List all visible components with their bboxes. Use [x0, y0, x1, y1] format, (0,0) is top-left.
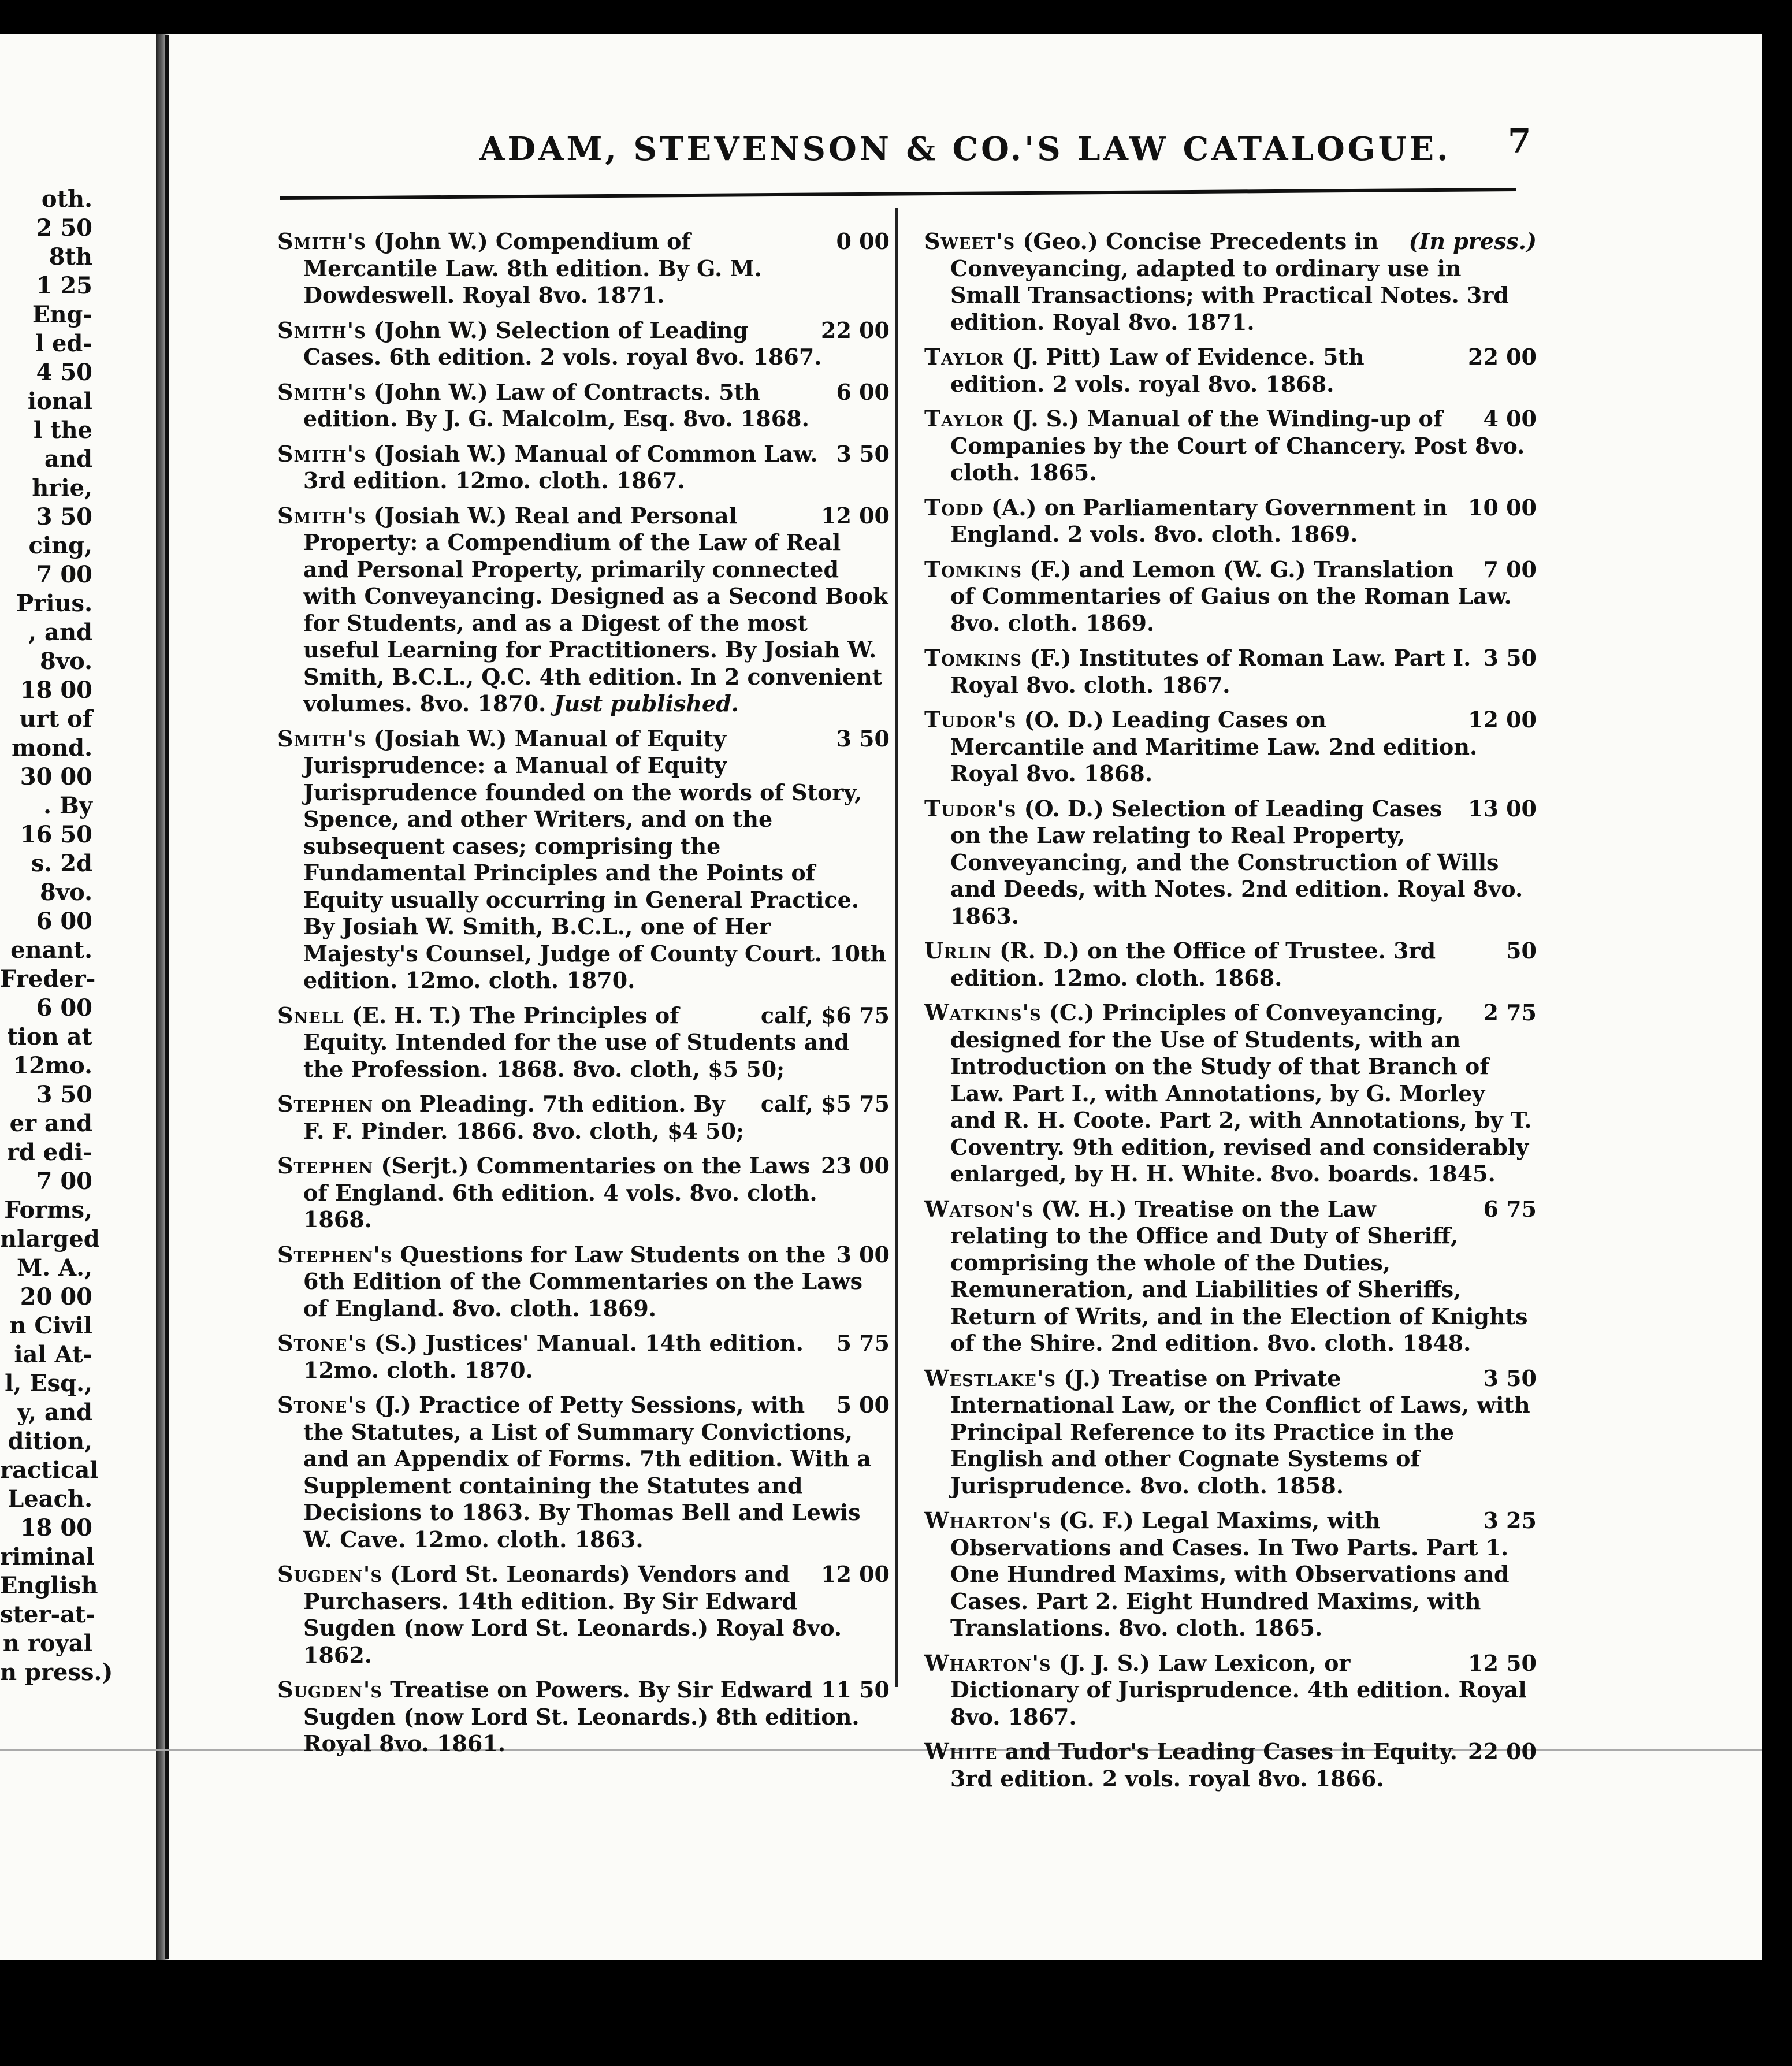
entry-price: 22 00	[821, 317, 890, 343]
catalogue-entry	[277, 228, 890, 309]
fragment-line: 6 00	[36, 994, 92, 1021]
catalogue-entry	[924, 1650, 1537, 1731]
fragment-line: y, and	[17, 1399, 92, 1426]
fragment-line: Prius.	[16, 590, 92, 617]
entry-description: on Pleading. 7th edition. By F. F. Pinder. 1866. 8vo. cloth, $4 50;	[303, 1091, 745, 1144]
entry-author: Smith's	[277, 440, 366, 467]
catalogue-entry	[277, 1561, 890, 1669]
catalogue-entry	[277, 1153, 890, 1233]
fragment-line: n Civil	[9, 1312, 92, 1339]
entry-price: 0 00	[836, 228, 890, 254]
catalogue-entry	[277, 1330, 890, 1384]
catalogue-entry	[277, 441, 890, 495]
entry-description: (John W.) Selection of Leading Cases. 6th edition. 2 vols. royal 8vo. 1867.	[303, 317, 822, 370]
entry-description: (O. D.) Leading Cases on Mercantile and Maritime Law. 2nd edition. Royal 8vo. 1868.	[950, 707, 1478, 786]
fragment-line: 7 00	[36, 561, 92, 588]
fragment-line: riminal	[0, 1543, 95, 1570]
fragment-line: 2 50	[36, 214, 92, 241]
entry-description: (Josiah W.) Manual of Common Law. 3rd edition. 12mo. cloth. 1867.	[303, 440, 818, 493]
entry-description: (E. H. T.) The Principles of Equity. Intended for the use of Students and the Profession. 1868. 8vo. cloth, $5 50;	[303, 1002, 850, 1082]
entry-description: (Lord St. Leonards) Vendors and Purchasers. 14th edition. By Sir Edward Sugden (now Lord St. Leonards.) Royal 8vo. 1862.	[303, 1561, 842, 1668]
left-column	[277, 228, 890, 1766]
entry-price: 11 50	[821, 1677, 890, 1703]
catalogue-entry	[277, 1002, 890, 1083]
fragment-line: 18 00	[20, 677, 92, 704]
entry-author: Watson's	[924, 1195, 1034, 1222]
fragment-line: cing,	[28, 532, 92, 559]
fragment-line: ial At-	[14, 1341, 92, 1368]
entry-price: calf, $6 75	[760, 1002, 890, 1028]
fragment-line: M. A.,	[16, 1254, 92, 1281]
fragment-line: Freder-	[0, 965, 96, 993]
catalogue-entry	[924, 495, 1537, 548]
catalogue-entry	[924, 556, 1537, 637]
catalogue-entry	[277, 1091, 890, 1145]
fragment-line: 8vo.	[40, 648, 92, 675]
fragment-line: l, Esq.,	[5, 1370, 92, 1397]
fragment-line: n royal	[2, 1630, 92, 1657]
fragment-line: 18 00	[20, 1514, 92, 1541]
entry-price: 5 00	[836, 1392, 890, 1418]
fragment-line: 3 50	[36, 1081, 92, 1108]
entry-author: Snell	[277, 1002, 344, 1028]
fragment-line: urt of	[19, 705, 92, 733]
entry-author: Tudor's	[924, 795, 1017, 822]
catalogue-entry	[924, 645, 1537, 698]
entry-price: 3 25	[1483, 1507, 1537, 1533]
entry-description: (Geo.) Concise Precedents in Conveyancing, adapted to ordinary use in Small Transactions; with Practical Notes. 3rd edition. Royal 8vo. 1871.	[950, 228, 1509, 335]
entry-price: 10 00	[1468, 494, 1537, 521]
entry-price: 13 00	[1468, 795, 1537, 822]
previous-page-fragment	[0, 185, 113, 1687]
page-header-title: ADAM, STEVENSON & CO.'S LAW CATALOGUE.	[479, 130, 1451, 168]
fragment-line: Eng-	[32, 301, 92, 328]
entry-author: Smith's	[277, 502, 366, 529]
entry-description: (J. J. S.) Law Lexicon, or Dictionary of Jurisprudence. 4th edition. Royal 8vo. 1867.	[950, 1649, 1527, 1730]
entry-description: (J.) Practice of Petty Sessions, with the Statutes, a List of Summary Convictions, and an Appendix of Forms. 7th edition. With a Supplement containing the Statutes and Decisions to 1863. By Thomas Bell and Lewis W. Cave. 12mo. cloth. 1863.	[303, 1392, 872, 1552]
entry-author: Smith's	[277, 378, 366, 405]
entry-price: 3 00	[836, 1241, 890, 1268]
catalogue-entry	[924, 228, 1537, 336]
entry-price: 2 75	[1483, 999, 1537, 1025]
fragment-line: 1 25	[36, 272, 92, 299]
fragment-line: 4 50	[36, 359, 92, 386]
fragment-line: l the	[33, 417, 92, 444]
fragment-line: hrie,	[32, 474, 92, 501]
entry-author: White	[924, 1738, 998, 1764]
entry-description: (J. Pitt) Law of Evidence. 5th edition. 2 vols. royal 8vo. 1868.	[950, 344, 1365, 397]
fragment-line: , and	[28, 619, 92, 646]
entry-author: Wharton's	[924, 1507, 1051, 1533]
entry-author: Stephen	[277, 1091, 374, 1117]
catalogue-entry	[924, 1507, 1537, 1642]
catalogue-entry	[277, 317, 890, 371]
fragment-line: 20 00	[20, 1283, 92, 1310]
entry-description: (Josiah W.) Manual of Equity Jurisprudence: a Manual of Equity Jurisprudence founded on the words of Story, Spence, and other Writers, and on the subsequent cases; comprising the Fundamental Principles and the Points of Equity usually occurring in General Practice. By Josiah W. Smith, B.C.L., one of Her Majesty's Counsel, Judge of County Court. 10th edition. 12mo. cloth. 1870.	[303, 725, 887, 993]
entry-description: Questions for Law Students on the 6th Edition of the Commentaries on the Laws of England. 8vo. cloth. 1869.	[303, 1241, 862, 1321]
fragment-line: 3 50	[36, 503, 92, 530]
fragment-line: oth.	[41, 185, 92, 213]
entry-description: (O. D.) Selection of Leading Cases on the Law relating to Real Property, Conveyancing, and the Construction of Wills and Deeds, with Notes. 2nd edition. Royal 8vo. 1863.	[950, 795, 1523, 929]
entry-author: Tudor's	[924, 707, 1017, 733]
entry-price: calf, $5 75	[760, 1091, 890, 1117]
entry-price: 7 00	[1483, 556, 1537, 582]
entry-price: 3 50	[1483, 645, 1537, 671]
entry-description: (R. D.) on the Office of Trustee. 3rd edition. 12mo. cloth. 1868.	[950, 938, 1436, 991]
entry-price: 6 75	[1483, 1195, 1537, 1222]
entry-author: Watkins's	[924, 999, 1042, 1025]
fragment-line: ster-at-	[0, 1601, 96, 1628]
entry-price: 12 50	[1468, 1649, 1537, 1676]
catalogue-entry	[924, 999, 1537, 1188]
entry-description: (John W.) Law of Contracts. 5th edition. By J. G. Malcolm, Esq. 8vo. 1868.	[303, 378, 809, 432]
entry-description: (Josiah W.) Real and Personal Property: a Compendium of the Law of Real and Personal Property, primarily connected with Conveyancing. Designed as a Second Book for Students, and as a Digest of the most useful Learning for Practitioners. By Josiah W. Smith, B.C.L., Q.C. 4th edition. In 2 convenient volumes. 8vo. 1870.	[303, 502, 888, 716]
fragment-line: mond.	[12, 734, 92, 761]
fragment-line: 30 00	[20, 763, 92, 790]
catalogue-entry	[924, 707, 1537, 787]
catalogue-entry	[924, 406, 1537, 486]
entry-description: (S.) Justices' Manual. 14th edition. 12mo. cloth. 1870.	[303, 1330, 804, 1383]
entry-author: Taylor	[924, 344, 1005, 370]
entry-description: Treatise on Powers. By Sir Edward Sugden (now Lord St. Leonards.) 8th edition. Royal 8vo. 1861.	[303, 1677, 860, 1756]
catalogue-entry	[924, 938, 1537, 991]
entry-price: 12 00	[1468, 707, 1537, 733]
fragment-line: nlarged	[0, 1225, 100, 1253]
entry-author: Sweet's	[924, 228, 1016, 254]
entry-price: 12 00	[821, 1561, 890, 1587]
entry-price: 6 00	[836, 378, 890, 405]
book-gutter	[165, 35, 169, 1959]
catalogue-entry	[277, 503, 890, 718]
entry-author: Todd	[924, 494, 984, 521]
page-number: 7	[1508, 121, 1531, 161]
entry-author: Taylor	[924, 406, 1005, 432]
entry-author: Smith's	[277, 725, 366, 752]
entry-author: Stone's	[277, 1330, 367, 1356]
entry-author: Stephen's	[277, 1241, 393, 1268]
catalogue-entry	[277, 1392, 890, 1553]
entry-author: Smith's	[277, 317, 366, 343]
catalogue-entry	[924, 1365, 1537, 1500]
fragment-line: tion at	[7, 1023, 92, 1050]
fragment-line: enant.	[10, 937, 92, 964]
fragment-line: rd edi-	[6, 1139, 92, 1166]
entry-note: Just published.	[553, 690, 739, 716]
entry-author: Stone's	[277, 1392, 367, 1418]
entry-price: 23 00	[821, 1153, 890, 1179]
entry-price: 50	[1506, 938, 1537, 964]
entry-author: Westlake's	[924, 1365, 1056, 1391]
fragment-line: and	[44, 445, 92, 473]
fragment-line: ional	[27, 388, 92, 415]
catalogue-entry	[277, 379, 890, 433]
entry-price: 12 00	[821, 502, 890, 529]
fragment-line: 8th	[49, 243, 92, 270]
fragment-line: n press.)	[0, 1659, 113, 1686]
entry-price: 3 50	[1483, 1365, 1537, 1391]
fragment-line: l ed-	[35, 330, 92, 357]
entry-description: (J.) Treatise on Private International Law, or the Conflict of Laws, with Principal Reference to its Practice in the English and other Cognate Systems of Jurisprudence. 8vo. cloth. 1858.	[950, 1365, 1530, 1499]
fragment-line: 7 00	[36, 1168, 92, 1195]
catalogue-entry	[277, 1242, 890, 1322]
entry-author: Smith's	[277, 228, 366, 254]
fragment-line: 8vo.	[40, 879, 92, 906]
entry-price: 4 00	[1483, 406, 1537, 432]
entry-description: (John W.) Compendium of Mercantile Law. 8th edition. By G. M. Dowdeswell. Royal 8vo. 1871.	[303, 228, 762, 308]
entry-description: and Tudor's Leading Cases in Equity. 3rd edition. 2 vols. royal 8vo. 1866.	[950, 1738, 1458, 1792]
catalogue-entry	[924, 1738, 1537, 1792]
catalogue-entry	[277, 1677, 890, 1757]
catalogue-entry	[277, 726, 890, 994]
fragment-line: er and	[9, 1110, 92, 1137]
entry-price: 3 50	[836, 725, 890, 752]
fragment-line: 6 00	[36, 908, 92, 935]
entry-description: (J. S.) Manual of the Winding-up of Companies by the Court of Chancery. Post 8vo. cloth. 1865.	[950, 406, 1525, 485]
entry-author: Urlin	[924, 938, 992, 964]
fragment-line: English	[0, 1572, 98, 1599]
fragment-line: Leach.	[8, 1485, 92, 1513]
entry-price: 22 00	[1468, 1738, 1537, 1764]
entry-price: 22 00	[1468, 344, 1537, 370]
entry-author: Wharton's	[924, 1649, 1051, 1676]
entry-author: Tomkins	[924, 556, 1022, 582]
catalogue-entry	[924, 1196, 1537, 1357]
fragment-line: 12mo.	[13, 1052, 92, 1079]
fragment-line: . By	[43, 792, 92, 819]
catalogue-entry	[924, 344, 1537, 397]
entry-author: Sugden's	[277, 1561, 382, 1587]
fragment-line: 16 50	[20, 821, 92, 848]
right-column	[924, 228, 1537, 1800]
entry-author: Stephen	[277, 1153, 374, 1179]
entry-price: 3 50	[836, 440, 890, 467]
fragment-line: Forms,	[4, 1197, 92, 1224]
entry-description: (Serjt.) Commentaries on the Laws of England. 6th edition. 4 vols. 8vo. cloth. 1868.	[303, 1153, 817, 1232]
fragment-line: dition,	[8, 1428, 92, 1455]
entry-description: (G. F.) Legal Maxims, with Observations and Cases. In Two Parts. Part 1. One Hundred Maxims, with Observations and Cases. Part 2. Eight Hundred Maxims, with Translations. 8vo. cloth. 1865.	[950, 1507, 1510, 1641]
entry-author: Tomkins	[924, 645, 1022, 671]
entry-price: 5 75	[836, 1330, 890, 1356]
entry-description: (C.) Principles of Conveyancing, designed for the Use of Students, with an Introduction on the Study of that Branch of Law. Part I., with Annotations, by G. Morley and R. H. Coote. Part 2, with Annotations, by T. Coventry. 9th edition, revised and considerably enlarged, by H. H. White. 8vo. boards. 1845.	[950, 999, 1532, 1187]
fragment-line: ractical	[0, 1456, 99, 1484]
fragment-line: s. 2d	[31, 850, 92, 877]
entry-author: Sugden's	[277, 1677, 382, 1703]
column-divider	[895, 208, 898, 1687]
entry-price: (In press.)	[1408, 228, 1537, 254]
entry-description: (F.) and Lemon (W. G.) Translation of Commentaries of Gaius on the Roman Law. 8vo. cloth. 1869.	[950, 556, 1512, 636]
entry-description: (F.) Institutes of Roman Law. Part I. Royal 8vo. cloth. 1867.	[950, 645, 1471, 698]
catalogue-entry	[924, 796, 1537, 930]
entry-description: (W. H.) Treatise on the Law relating to the Office and Duty of Sheriff, comprising the whole of the Duties, Remuneration, and Liabilities of Sheriffs, Return of Writs, and in the Election of Knights of the Shire. 2nd edition. 8vo. cloth. 1848.	[950, 1195, 1528, 1356]
entry-description: (A.) on Parliamentary Government in England. 2 vols. 8vo. cloth. 1869.	[950, 494, 1448, 547]
